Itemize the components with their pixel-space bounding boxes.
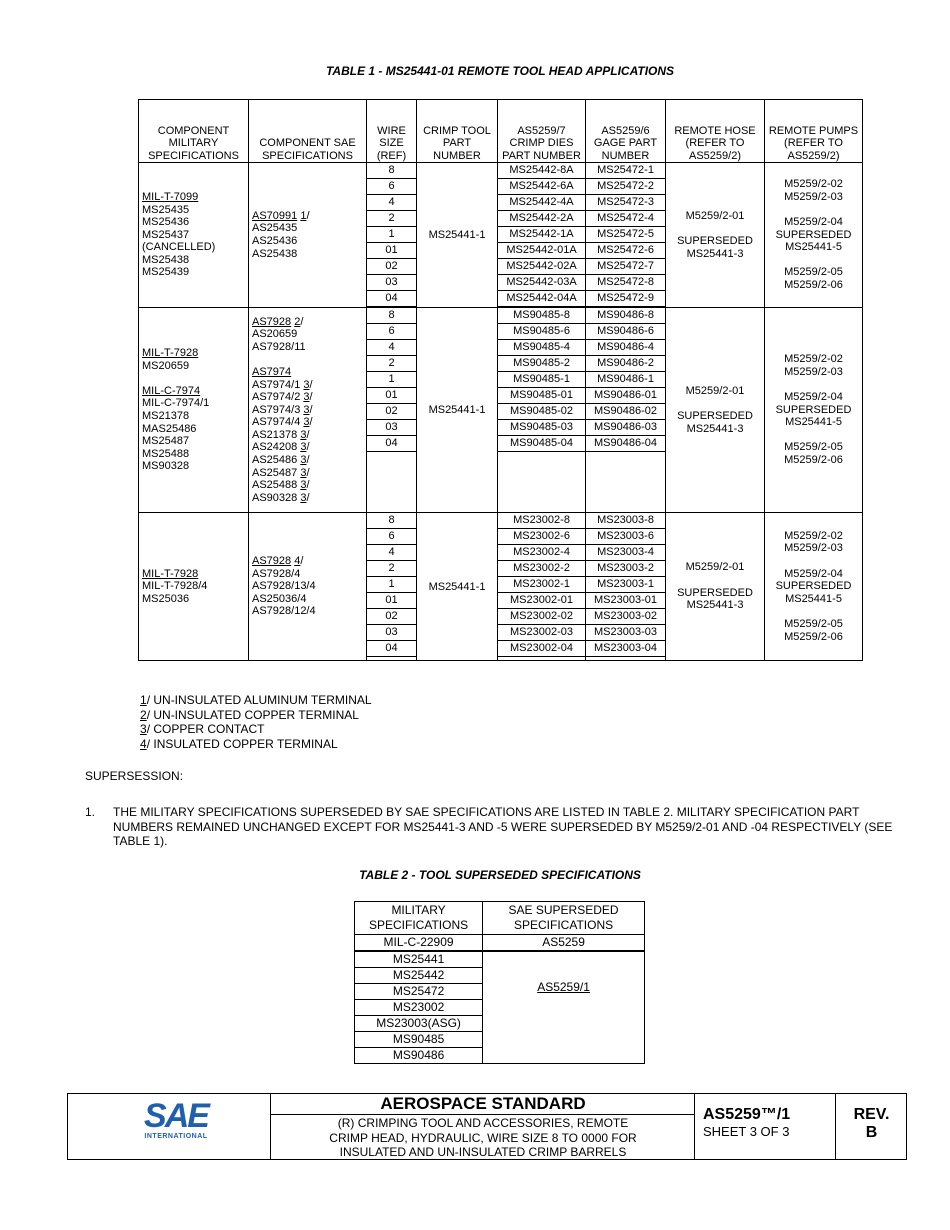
table1-header-0: COMPONENT MILITARY SPECIFICATIONS — [139, 100, 249, 163]
filler — [367, 452, 417, 513]
remote-pumps-cell — [765, 308, 863, 513]
footnote — [140, 693, 372, 708]
sae-spec-line: AS21378 3/ — [252, 428, 310, 441]
pump-line: M5259/2-02 — [784, 353, 843, 366]
pump-line: M5259/2-03 — [784, 190, 843, 203]
crimp-die-cell: MS90485-1 — [498, 372, 586, 388]
wire-size-cell: 8 — [367, 163, 417, 179]
footnote-ref: 3 — [303, 416, 310, 429]
crimp-die-cell: MS25442-01A — [498, 243, 586, 259]
wire-size-cell: 03 — [367, 625, 417, 641]
pump-line: M5259/2-06 — [784, 279, 843, 292]
gage-cell: MS90486-02 — [586, 404, 666, 420]
mil-specs-cell — [139, 163, 249, 308]
crimp-tool-cell: MS25441-1 — [417, 163, 498, 308]
footnote-ref: 2 — [294, 315, 301, 328]
title-cell — [270, 1094, 695, 1159]
pump-line: M5259/2-02 — [784, 529, 843, 542]
gage-cell: MS25472-4 — [586, 211, 666, 227]
footnote-mark: 3 — [140, 722, 147, 736]
crimp-die-cell: MS90485-03 — [498, 420, 586, 436]
wire-size-cell: 4 — [367, 340, 417, 356]
wire-size-cell: 8 — [367, 513, 417, 529]
pump-line: MS25441-5 — [785, 416, 842, 429]
spec-ref: AS70991 — [252, 209, 298, 222]
footnote-mark: 4 — [140, 736, 147, 751]
gage-cell: MS90486-4 — [586, 340, 666, 356]
footnote-ref: 3 — [300, 466, 307, 479]
sae-spec-line: AS7928 2/ — [252, 315, 304, 328]
wire-size-cell: 2 — [367, 211, 417, 227]
footnote — [140, 737, 372, 752]
table2-cell-military: MS23003(ASG) — [355, 1016, 483, 1032]
footnote-ref: 3 — [300, 454, 307, 467]
sae-spec-line: AS7928 4/ — [252, 555, 304, 568]
footnote-ref: 3 — [303, 403, 310, 416]
pump-line: M5259/2-04 — [784, 216, 843, 229]
table2-row — [355, 951, 645, 968]
table2-header-row — [355, 902, 645, 935]
sae-spec-line: AS25436 — [252, 235, 298, 247]
spec-ref: AS21378 — [252, 428, 298, 441]
filler — [367, 657, 417, 661]
sae-spec-line: AS7974/2 3/ — [252, 391, 313, 404]
pump-line: M5259/2-06 — [784, 630, 843, 643]
sae-spec-line: AS7974/4 3/ — [252, 416, 313, 429]
crimp-die-cell: MS90485-01 — [498, 388, 586, 404]
gage-cell: MS23003-02 — [586, 609, 666, 625]
wire-size-cell: 8 — [367, 308, 417, 324]
crimp-die-cell: MS23002-04 — [498, 641, 586, 657]
mil-spec-line: MIL-T-7928/4 — [142, 580, 208, 593]
spec-ref: AS7974/2 — [252, 391, 301, 404]
spec-ref: AS7928 — [252, 555, 292, 568]
mil-spec-line: MIL-C-7974 — [142, 384, 201, 397]
mil-spec-line: MS25436 — [142, 216, 190, 229]
table2-header-military: MILITARY SPECIFICATIONS — [355, 902, 483, 935]
table1-header-5: AS5259/6 GAGE PART NUMBER — [586, 100, 666, 163]
sae-spec-line: AS7974/1 3/ — [252, 378, 313, 391]
sheet-number: SHEET 3 OF 3 — [703, 1124, 790, 1139]
sae-specs-cell — [249, 163, 367, 308]
sae-spec-line: AS20659 — [252, 328, 298, 341]
hose-line: M5259/2-01 — [685, 384, 745, 397]
spec-ref: AS25488 — [252, 479, 298, 492]
mil-specs-cell — [139, 308, 249, 513]
sae-logo — [136, 1099, 216, 1149]
wire-size-cell: 6 — [367, 179, 417, 195]
standard-description: (R) CRIMPING TOOL AND ACCESSORIES, REMOTE CRIMP HEAD, HYDRAULIC, WIRE SIZE 8 TO 0000 FOR INSULATED AND UN-INSULATED CRIMP BARRELS — [329, 1116, 637, 1159]
table2-cell-military: MIL-C-22909 — [355, 935, 483, 952]
sae-specs-cell — [249, 513, 367, 661]
mil-spec-line: MS21378 — [142, 410, 190, 422]
sae-specs-cell — [249, 308, 367, 513]
table1-header-4: AS5259/7 CRIMP DIES PART NUMBER — [498, 100, 586, 163]
wire-size-cell: 4 — [367, 195, 417, 211]
mil-spec-line: MS25439 — [142, 266, 190, 279]
gage-cell: MS23003-8 — [586, 513, 666, 529]
pump-line: M5259/2-02 — [784, 178, 843, 191]
footnote-ref: 3 — [300, 491, 307, 504]
crimp-die-cell: MS25442-8A — [498, 163, 586, 179]
mil-spec-line: MS25438 — [142, 253, 190, 266]
gage-cell: MS25472-7 — [586, 259, 666, 275]
crimp-die-cell: MS23002-4 — [498, 545, 586, 561]
gage-cell: MS25472-3 — [586, 195, 666, 211]
table1-header-6: REMOTE HOSE (REFER TO AS5259/2) — [666, 100, 765, 163]
wire-size-cell: 01 — [367, 243, 417, 259]
gage-cell: MS23003-2 — [586, 561, 666, 577]
mil-spec-line — [142, 372, 245, 385]
pump-line: M5259/2-06 — [784, 454, 843, 467]
standard-title: AEROSPACE STANDARD — [271, 1094, 695, 1115]
wire-size-cell: 6 — [367, 529, 417, 545]
sae-spec-line: AS25488 3/ — [252, 479, 310, 492]
crimp-die-cell: MS23002-1 — [498, 577, 586, 593]
footnote-text: / INSULATED COPPER TERMINAL — [146, 736, 338, 751]
gage-cell: MS90486-8 — [586, 308, 666, 324]
wire-size-cell: 04 — [367, 291, 417, 307]
remote-hose-cell — [666, 308, 765, 513]
gage-cell: MS25472-1 — [586, 163, 666, 179]
footnote-text: / UN-INSULATED COPPER TERMINAL — [146, 707, 359, 722]
wire-size-cell: 2 — [367, 561, 417, 577]
crimp-die-cell: MS25442-03A — [498, 275, 586, 291]
crimp-die-cell: MS90485-02 — [498, 404, 586, 420]
pump-line: MS25441-5 — [785, 592, 842, 605]
mil-spec-line: MIL-T-7928 — [142, 347, 199, 360]
sae-spec-line: AS25486 3/ — [252, 454, 310, 467]
gage-cell: MS23003-1 — [586, 577, 666, 593]
pump-line: M5259/2-05 — [784, 266, 843, 279]
wire-size-cell: 2 — [367, 356, 417, 372]
mil-spec-line: MIL-C-7974/1 — [142, 397, 210, 410]
pump-line: M5259/2-03 — [784, 365, 843, 378]
hose-line: SUPERSEDED — [677, 235, 753, 247]
table1-row — [139, 513, 863, 529]
wire-size-cell: 6 — [367, 324, 417, 340]
wire-size-cell: 03 — [367, 275, 417, 291]
filler — [498, 452, 586, 513]
crimp-die-cell: MS25442-6A — [498, 179, 586, 195]
gage-cell: MS90486-1 — [586, 372, 666, 388]
crimp-die-cell: MS90485-04 — [498, 436, 586, 452]
wire-size-cell: 1 — [367, 227, 417, 243]
title-block — [67, 1093, 907, 1160]
table2-caption: TABLE 2 - TOOL SUPERSEDED SPECIFICATIONS — [359, 868, 641, 882]
remote-pumps-cell — [765, 513, 863, 661]
sae-spec-line: AS7928/13/4 — [252, 580, 316, 593]
crimp-die-cell: MS23002-01 — [498, 593, 586, 609]
table2-cell-sae-group: AS5259/1 — [483, 951, 645, 1064]
sae-spec-line: AS7928/4 — [252, 567, 301, 580]
mil-specs-cell — [139, 513, 249, 661]
footnote-mark: 1 — [140, 693, 147, 707]
remote-pumps-cell — [765, 163, 863, 308]
gage-cell: MS90486-01 — [586, 388, 666, 404]
sae-logo-mark: SAE — [144, 1097, 208, 1135]
footnote-mark: 2 — [140, 707, 147, 722]
sae-spec-line: AS7974 — [252, 365, 292, 378]
footnote-ref: 3 — [300, 479, 307, 492]
pump-line — [768, 429, 859, 442]
sae-spec-line: AS70991 1/ — [252, 209, 310, 222]
pump-line — [768, 605, 859, 618]
gage-cell: MS25472-8 — [586, 275, 666, 291]
doc-number: AS5259™/1 — [703, 1106, 791, 1123]
mil-spec-line: (CANCELLED) — [142, 241, 216, 254]
gage-cell: MS90486-04 — [586, 436, 666, 452]
spec-ref: AS7974/1 — [252, 378, 301, 391]
crimp-tool-cell: MS25441-1 — [417, 513, 498, 661]
mil-spec-line: MS25435 — [142, 203, 190, 216]
footnote-ref: 3 — [300, 428, 307, 441]
table1-header-row — [139, 100, 863, 163]
hose-line: M5259/2-01 — [685, 561, 745, 574]
wire-size-cell: 04 — [367, 641, 417, 657]
spec-ref: AS25487 — [252, 466, 298, 479]
hose-line — [669, 574, 761, 587]
spec-ref: AS7928 — [252, 315, 292, 328]
spec-ref: AS24208 — [252, 441, 298, 454]
hose-line: MS25441-3 — [686, 422, 744, 435]
gage-cell: MS90486-6 — [586, 324, 666, 340]
sae-spec-line: AS7974/3 3/ — [252, 403, 313, 416]
pump-line — [768, 379, 859, 392]
spec-ref: AS7974/3 — [252, 403, 301, 416]
crimp-die-cell: MS23002-2 — [498, 561, 586, 577]
sae-spec-line: AS25487 3/ — [252, 466, 310, 479]
hose-line: M5259/2-01 — [685, 209, 745, 222]
footnote-text: / COPPER CONTACT — [146, 722, 265, 736]
pump-line: M5259/2-03 — [784, 542, 843, 555]
table1-row — [139, 163, 863, 179]
gage-cell: MS25472-2 — [586, 179, 666, 195]
crimp-die-cell: MS90485-6 — [498, 324, 586, 340]
mil-spec-line: MS25437 — [142, 228, 190, 241]
sae-spec-line: AS24208 3/ — [252, 441, 310, 454]
sae-spec-line — [252, 353, 363, 366]
wire-size-cell: 1 — [367, 372, 417, 388]
wire-size-cell: 04 — [367, 436, 417, 452]
mil-spec-line: MIL-T-7099 — [142, 190, 199, 203]
gage-cell: MS25472-5 — [586, 227, 666, 243]
pump-line: SUPERSEDED — [775, 580, 852, 593]
spec-ref: AS25486 — [252, 454, 298, 467]
mil-spec-line: MS25036 — [142, 592, 190, 605]
gage-cell: MS90486-2 — [586, 356, 666, 372]
crimp-die-cell: MS25442-04A — [498, 291, 586, 307]
crimp-die-cell: MS23002-02 — [498, 609, 586, 625]
table1-body — [139, 163, 863, 661]
wire-size-cell: 02 — [367, 404, 417, 420]
pump-line: M5259/2-05 — [784, 617, 843, 630]
footnote — [140, 722, 372, 737]
hose-line — [669, 222, 761, 235]
pump-line: M5259/2-04 — [784, 391, 843, 404]
gage-cell: MS23003-03 — [586, 625, 666, 641]
mil-spec-line: MIL-T-7928 — [142, 567, 199, 580]
footnote-ref: 3 — [300, 441, 307, 454]
sae-spec-line: AS25438 — [252, 247, 298, 260]
mil-spec-line: MS25487 — [142, 435, 190, 448]
table2-row — [355, 935, 645, 952]
mil-spec-line: MS20659 — [142, 359, 190, 372]
gage-cell: MS25472-6 — [586, 243, 666, 259]
mil-spec-line: MAS25486 — [142, 422, 197, 435]
table2-cell-military: MS25441 — [355, 951, 483, 968]
rev-label: REV. — [853, 1106, 890, 1123]
table2-cell-military: MS90485 — [355, 1032, 483, 1048]
table1-header-7: REMOTE PUMPS (REFER TO AS5259/2) — [765, 100, 863, 163]
gage-cell: MS23003-04 — [586, 641, 666, 657]
table2-cell-military: MS23002 — [355, 1000, 483, 1016]
gage-cell: MS23003-4 — [586, 545, 666, 561]
filler — [586, 657, 666, 661]
mil-spec-line: MS25488 — [142, 447, 190, 460]
doc-number-cell — [694, 1094, 835, 1159]
footnotes — [140, 693, 372, 751]
sae-logo-sub: INTERNATIONAL — [144, 1133, 208, 1140]
crimp-die-cell: MS23002-8 — [498, 513, 586, 529]
table1-header-2: WIRE SIZE (REF) — [367, 100, 417, 163]
sae-spec-line: AS25435 — [252, 222, 298, 235]
pump-line — [768, 555, 859, 568]
remote-hose-cell — [666, 163, 765, 308]
pump-line — [768, 204, 859, 217]
crimp-die-cell: MS90485-4 — [498, 340, 586, 356]
table2-cell-military: MS25442 — [355, 968, 483, 984]
pump-line — [768, 254, 859, 267]
table1-header-1: COMPONENT SAE SPECIFICATIONS — [249, 100, 367, 163]
table2-cell-military: MS90486 — [355, 1048, 483, 1064]
hose-line: MS25441-3 — [686, 599, 744, 612]
remote-hose-cell — [666, 513, 765, 661]
sae-spec-line: AS7928/11 — [252, 340, 306, 353]
supersession-heading: SUPERSESSION: — [85, 769, 184, 783]
gage-cell: MS25472-9 — [586, 291, 666, 307]
crimp-die-cell: MS25442-2A — [498, 211, 586, 227]
spec-ref: AS7974/4 — [252, 416, 301, 429]
pump-line: MS25441-5 — [785, 241, 842, 254]
sae-spec-line: AS25036/4 — [252, 592, 307, 605]
supersession-item-text: THE MILITARY SPECIFICATIONS SUPERSEDED BY SAE SPECIFICATIONS ARE LISTED IN TABLE 2. MILITARY SPECIFICATION PART NUMBERS REMAINED UNCHANGED EXCEPT FOR MS25441-3 AND -5 WERE SUPERSEDED BY M5259/2-01 AND -04 RESPECTIVELY (SEE TABLE 1). — [113, 805, 893, 848]
spec-ref: AS90328 — [252, 491, 298, 504]
gage-cell: MS23003-01 — [586, 593, 666, 609]
table2-cell-military: MS25472 — [355, 984, 483, 1000]
table2-cell-sae: AS5259 — [483, 935, 645, 952]
crimp-die-cell: MS25442-1A — [498, 227, 586, 243]
wire-size-cell: 03 — [367, 420, 417, 436]
footnote-ref: 1 — [300, 209, 307, 222]
table1-header-3: CRIMP TOOL PART NUMBER — [417, 100, 498, 163]
crimp-die-cell: MS90485-2 — [498, 356, 586, 372]
filler — [586, 452, 666, 513]
table2-header-sae: SAE SUPERSEDED SPECIFICATIONS — [483, 902, 645, 935]
supersession-item-number: 1. — [85, 805, 96, 819]
pump-line: M5259/2-04 — [784, 567, 843, 580]
hose-line: MS25441-3 — [686, 247, 744, 260]
wire-size-cell: 01 — [367, 593, 417, 609]
wire-size-cell: 01 — [367, 388, 417, 404]
crimp-die-cell: MS23002-6 — [498, 529, 586, 545]
table1 — [138, 99, 863, 661]
crimp-die-cell: MS23002-03 — [498, 625, 586, 641]
pump-line: SUPERSEDED — [775, 228, 852, 241]
pump-line: SUPERSEDED — [775, 403, 852, 416]
crimp-tool-cell: MS25441-1 — [417, 308, 498, 513]
wire-size-cell: 1 — [367, 577, 417, 593]
wire-size-cell: 4 — [367, 545, 417, 561]
crimp-die-cell: MS25442-02A — [498, 259, 586, 275]
hose-line: SUPERSEDED — [677, 586, 753, 599]
footnote-ref: 4 — [294, 555, 301, 568]
hose-line — [669, 397, 761, 410]
revision-cell — [835, 1094, 907, 1159]
mil-spec-line: MS90328 — [142, 460, 190, 473]
table1-caption: TABLE 1 - MS25441-01 REMOTE TOOL HEAD APPLICATIONS — [325, 64, 675, 78]
table1-row — [139, 308, 863, 324]
footnote — [140, 708, 372, 723]
footnote-ref: 3 — [303, 391, 310, 404]
wire-size-cell: 02 — [367, 609, 417, 625]
filler — [498, 657, 586, 661]
gage-cell: MS90486-03 — [586, 420, 666, 436]
footnote-ref: 3 — [303, 378, 310, 391]
table2 — [354, 901, 645, 1064]
sae-spec-line: AS90328 3/ — [252, 491, 310, 504]
rev-value: B — [865, 1124, 878, 1141]
footnote-text: / UN-INSULATED ALUMINUM TERMINAL — [146, 693, 372, 707]
sae-spec-line: AS7928/12/4 — [252, 605, 316, 618]
hose-line: SUPERSEDED — [677, 410, 753, 422]
gage-cell: MS23003-6 — [586, 529, 666, 545]
crimp-die-cell: MS25442-4A — [498, 195, 586, 211]
wire-size-cell: 02 — [367, 259, 417, 275]
crimp-die-cell: MS90485-8 — [498, 308, 586, 324]
pump-line: M5259/2-05 — [784, 441, 843, 454]
